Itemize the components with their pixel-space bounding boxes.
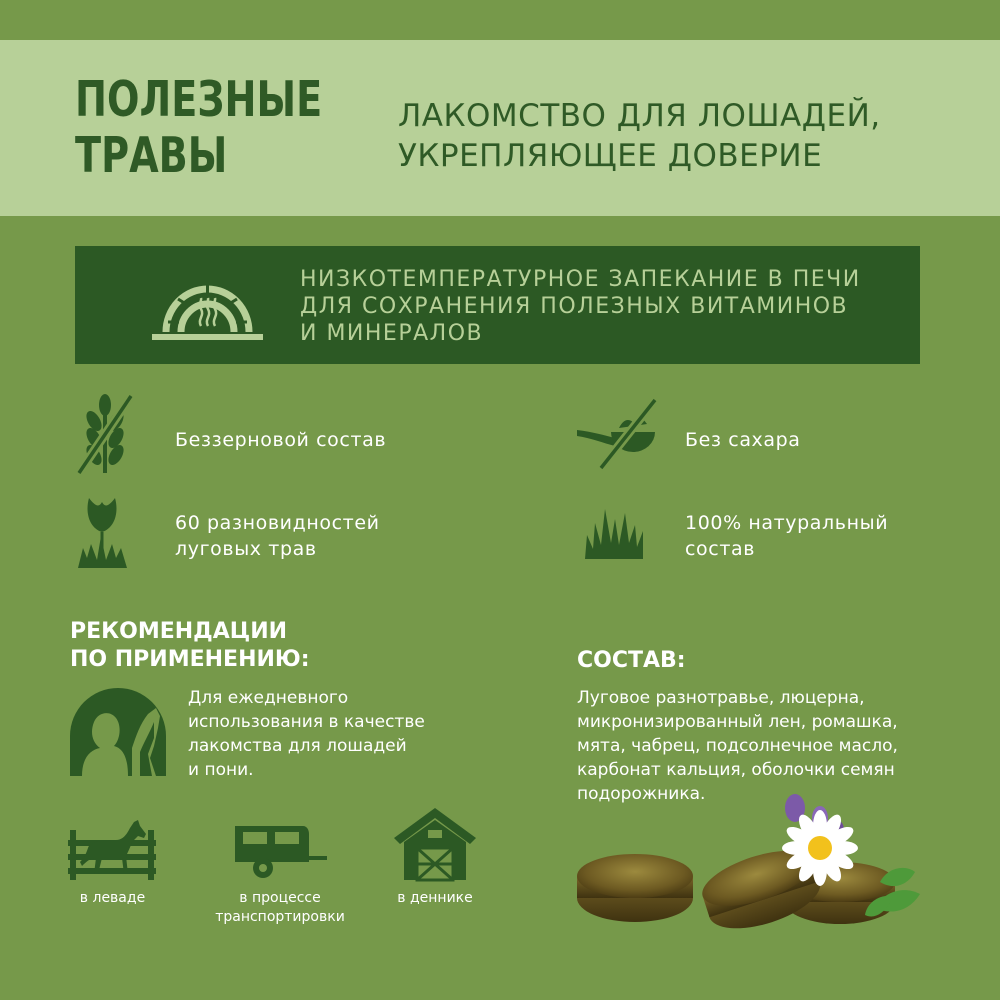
composition-line-2: микронизированный лен, ромашка,: [577, 712, 898, 732]
feature-herbs-line-2: луговых трав: [175, 538, 317, 560]
recommendations-title-line-2: ПО ПРИМЕНЕНИЮ:: [70, 647, 310, 672]
feature-natural-line-1: 100% натуральный: [685, 512, 889, 534]
feature-natural: [685, 510, 888, 562]
use-transport-label-line-1: в процессе: [239, 890, 321, 906]
product-treats-image: [575, 790, 925, 930]
feature-no-sugar: [685, 427, 801, 453]
composition-line-5: подорожника.: [577, 784, 706, 804]
use-stall-label: [370, 889, 500, 908]
no-grain-icon: [75, 393, 135, 475]
composition-line-1: Луговое разнотравье, люцерна,: [577, 688, 865, 708]
tagline-line-1: ЛАКОМСТВО ДЛЯ ЛОШАДЕЙ,: [398, 98, 881, 134]
feature-herbs: [175, 510, 380, 562]
composition-line-3: мята, чабрец, подсолнечное масло,: [577, 736, 898, 756]
use-paddock-label: [50, 889, 175, 908]
composition-text: [577, 686, 898, 806]
feature-grain-free-label: Беззерновой состав: [175, 429, 387, 451]
use-transport-label-line-2: транспортировки: [215, 909, 345, 925]
baking-banner: [75, 246, 920, 364]
brand-line-1: ПОЛЕЗНЫЕ: [75, 71, 323, 128]
no-sugar-icon: [575, 398, 660, 470]
baking-text: [300, 266, 900, 347]
composition-title: СОСТАВ:: [577, 648, 686, 673]
horse-trailer-icon: [233, 820, 328, 880]
barn-icon: [392, 806, 478, 882]
recommendations-title-line-1: РЕКОМЕНДАЦИИ: [70, 619, 288, 644]
recommendations-text-line-4: и пони.: [188, 760, 254, 780]
baking-line-2: ДЛЯ СОХРАНЕНИЯ ПОЛЕЗНЫХ ВИТАМИНОВ: [300, 294, 849, 319]
recommendations-text-line-3: лакомства для лошадей: [188, 736, 407, 756]
recommendations-text-line-2: использования в качестве: [188, 712, 425, 732]
use-transport-label: [190, 889, 370, 927]
top-strip: [0, 0, 1000, 40]
girl-horse-icon: [70, 688, 170, 778]
paddock-horse-icon: [68, 818, 156, 880]
feature-natural-line-2: состав: [685, 538, 756, 560]
brand-line-2: ТРАВЫ: [75, 127, 228, 184]
use-paddock-label-line-1: в леваде: [79, 890, 146, 906]
tagline-line-2: УКРЕПЛЯЮЩЕЕ ДОВЕРИЕ: [398, 138, 823, 174]
tagline: [398, 96, 978, 176]
feature-herbs-line-1: 60 разновидностей: [175, 512, 380, 534]
use-stall-label-line-1: в деннике: [397, 890, 473, 906]
baking-line-1: НИЗКОТЕМПЕРАТУРНОЕ ЗАПЕКАНИЕ В ПЕЧИ: [300, 267, 861, 292]
recommendations-text: [188, 686, 425, 782]
oven-icon: [150, 264, 265, 344]
feature-no-sugar-label: Без сахара: [685, 429, 801, 451]
recommendations-title: [70, 618, 310, 674]
composition-line-4: карбонат кальция, оболочки семян: [577, 760, 895, 780]
baking-line-3: И МИНЕРАЛОВ: [300, 321, 484, 346]
feature-grain-free: [175, 427, 386, 453]
brand-title: [75, 71, 323, 184]
grass-icon: [583, 505, 645, 560]
recommendations-text-line-1: Для ежедневного: [188, 688, 349, 708]
meadow-flower-icon: [75, 492, 130, 570]
